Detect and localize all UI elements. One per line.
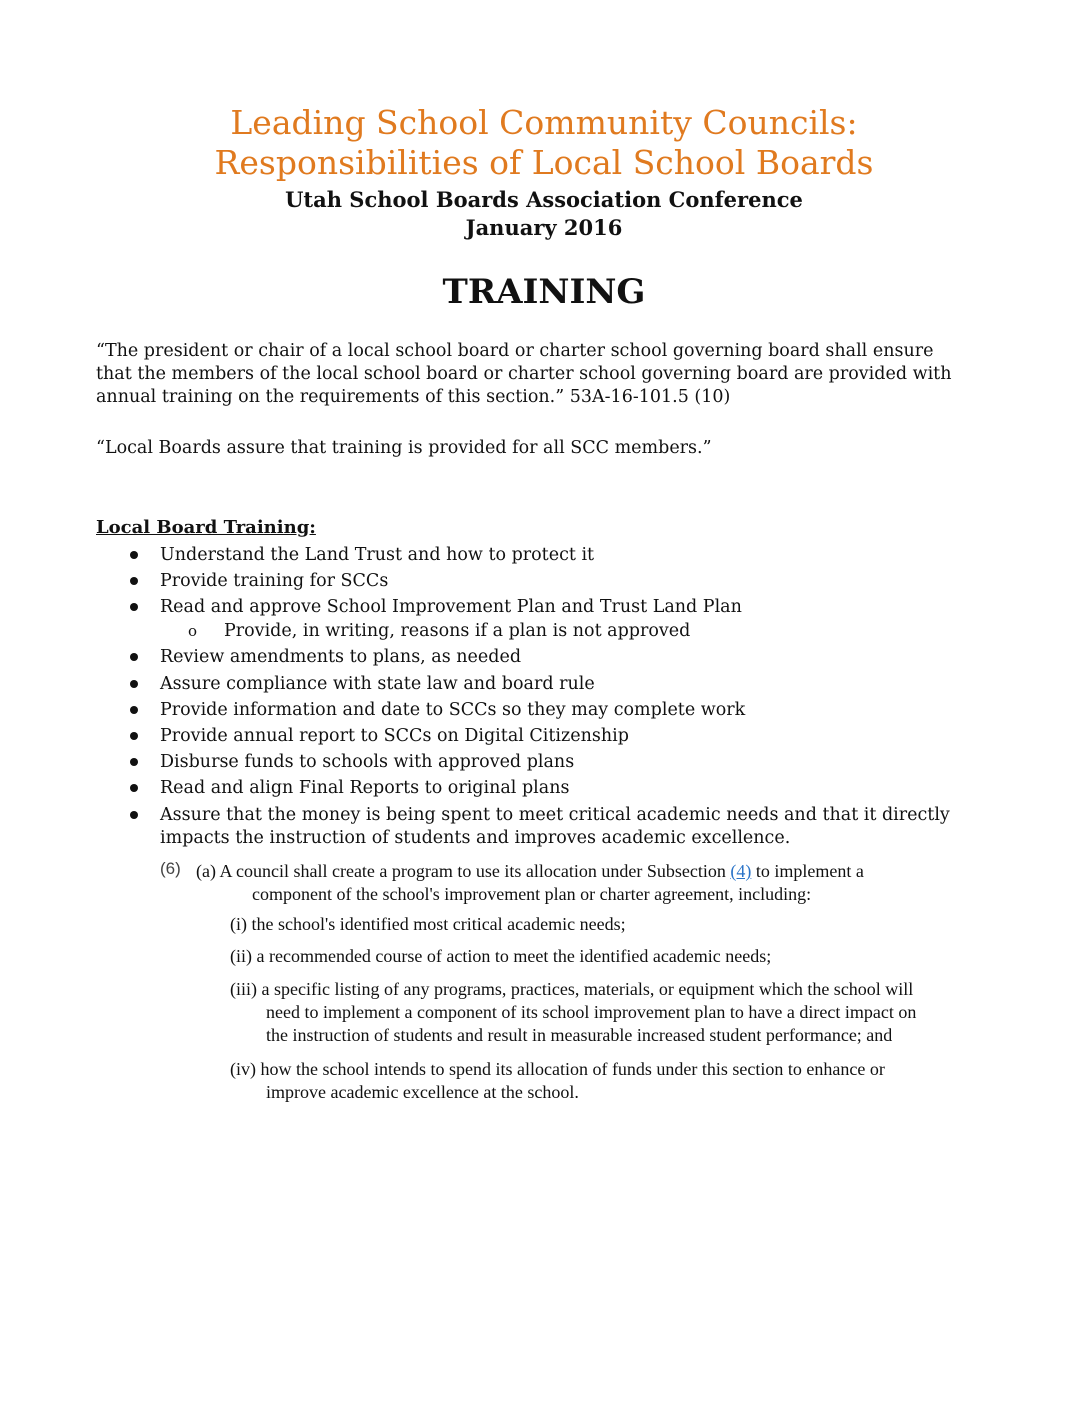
bullet-icon xyxy=(130,680,138,688)
bullet-icon xyxy=(130,706,138,714)
statute-clause-iii-line-3: the instruction of students and result in measurable increased student performance; and xyxy=(266,1025,893,1045)
statute-clause-ii: (ii) a recommended course of action to meet the identified academic needs; xyxy=(230,946,772,966)
sub-bullet-marker: o xyxy=(188,622,198,640)
bullet-icon xyxy=(130,577,138,585)
document-title-line-2: Responsibilities of Local School Boards xyxy=(214,143,874,182)
conference-date: January 2016 xyxy=(465,215,623,240)
training-heading: TRAINING xyxy=(442,272,646,312)
statute-quote-line-2: that the members of the local school board or charter school governing board are provided with xyxy=(96,364,952,384)
statute-number: (6) xyxy=(160,859,181,878)
bullet-icon xyxy=(130,732,138,740)
document-page: Leading School Community Councils: Responsibilities of Local School Boards Utah School Boards Association Conference January 2016 TRAINING “The president or chair of a local school board or charter school governing board shall ensure that the members of the local school board or charter school governing board are provided with annual training on the requirements of this section.” 53A-16-101.5 (10) “Local Boards assure that training is provided for all SCC members.” Local Board Training: Understand the Land Trust and how to protect it Provide training for SCCs Read and approve School Improvement Plan and Trust Land Plan o Provide, in writing, reasons if a plan is not approved Review amendments to plans, as needed Assure compliance with state law and board rule Provide information and date to SCCs so they may complete work Provide annual report to SCCs on Digital Citizenship Disburse funds to schools with approved plans Read and align Final Reports to original plans Assure that the money is being spent to meet critical academic needs and that it directly impacts the instruction of students and improves academic excellence. (6) (a) A council shall create a program to use its allocation under Subsection (4) to implement a component of the school's improvement plan or charter agreement, including: (i) the school's identified most critical academic needs; (ii) a recommended course of action to meet the identified academic needs; (iii) a specific listing of any programs, practices, materials, or equipment which the school will need to implement a component of its school improvement plan to have a direct impact on the instruction of students and result in measurable increased student performance; and (iv) how the school intends to spend its allocation of funds under this section to enhance or improve academic excellence at the school. xyxy=(0,0,1088,1408)
statute-clause-i: (i) the school's identified most critical academic needs; xyxy=(230,914,626,934)
board-quote: “Local Boards assure that training is provided for all SCC members.” xyxy=(96,438,712,458)
subsection-4-link[interactable]: (4) xyxy=(730,861,752,881)
statute-clause-iv-line-2: improve academic excellence at the school. xyxy=(266,1082,579,1102)
statute-quote-line-1: “The president or chair of a local school board or charter school governing board shall ensure xyxy=(96,341,934,361)
bullet-icon xyxy=(130,551,138,559)
bullet-icon xyxy=(130,784,138,792)
bullet-icon xyxy=(130,603,138,611)
bullet-icon xyxy=(130,811,138,819)
statute-quote-line-3: annual training on the requirements of this section.” 53A-16-101.5 (10) xyxy=(96,387,731,407)
statute-clause-a: (a) A council shall create a program to use its allocation under Subsection (4) to implement a xyxy=(196,861,864,881)
document-title-line-1: Leading School Community Councils: xyxy=(230,103,858,142)
statute-clause-iv: (iv) how the school intends to spend its allocation of funds under this section to enhance or xyxy=(230,1059,885,1079)
bullet-icon xyxy=(130,758,138,766)
bullet-icon xyxy=(130,653,138,661)
statute-clause-iii-line-2: need to implement a component of its school improvement plan to have a direct impact on xyxy=(266,1002,917,1022)
statute-clause-iii: (iii) a specific listing of any programs, practices, materials, or equipment which the school will xyxy=(230,979,914,999)
statute-clause-a-line-2: component of the school's improvement plan or charter agreement, including: xyxy=(252,884,812,904)
statute-quote xyxy=(96,340,1016,409)
conference-subtitle: Utah School Boards Association Conference xyxy=(285,187,803,212)
local-board-training-label: Local Board Training: xyxy=(96,517,316,538)
